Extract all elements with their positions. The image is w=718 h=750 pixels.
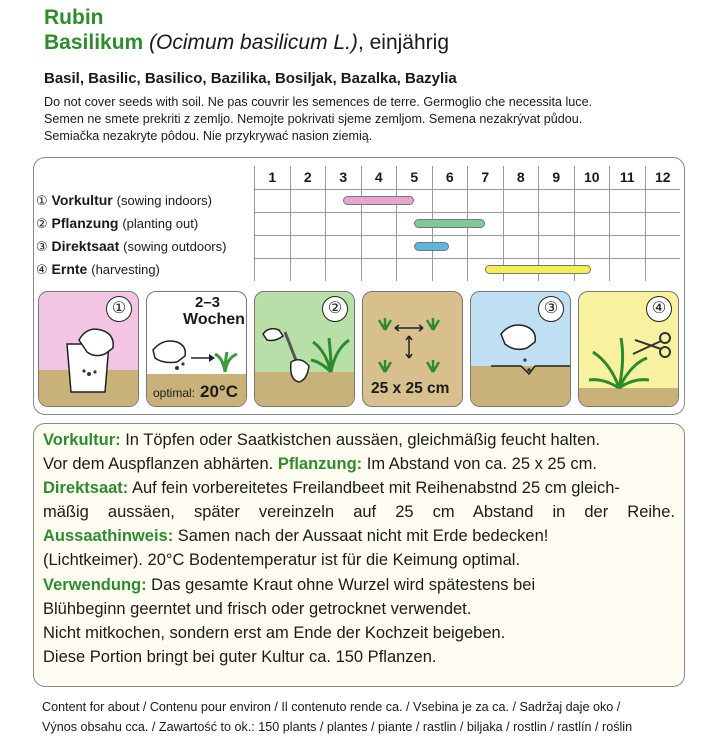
calendar-cell bbox=[361, 258, 397, 281]
calendar-cell bbox=[645, 189, 681, 212]
sowing-note-1: Do not cover seeds with soil. Ne pas couvrir les semences de terre. Germoglio che necessita luce. bbox=[44, 95, 593, 109]
calendar-cell bbox=[432, 189, 468, 212]
text-verwendung: Das gesamte Kraut ohne Wurzel wird spätestens bei bbox=[146, 575, 536, 594]
sowing-notes bbox=[44, 94, 592, 145]
calendar-cell bbox=[325, 258, 361, 281]
step-number-3: ③ bbox=[538, 296, 564, 322]
optimal-temperature: 20°C bbox=[200, 382, 238, 401]
step-number: ② bbox=[36, 217, 48, 232]
optimal-label: optimal: bbox=[153, 386, 196, 400]
calendar-cell bbox=[467, 189, 503, 212]
calendar-cell bbox=[254, 258, 290, 281]
instr-line-4: mäßig aussäen, später vereinzeln auf 25 cm Abstand in der Reihe. bbox=[43, 503, 675, 522]
month-10: 10 bbox=[574, 166, 610, 189]
calendar-cell bbox=[503, 212, 539, 235]
calendar-cell bbox=[609, 258, 645, 281]
month-3: 3 bbox=[325, 166, 361, 189]
month-1: 1 bbox=[254, 166, 290, 189]
calendar-bar-pflanzung bbox=[414, 219, 485, 228]
calendar-row-label bbox=[36, 212, 254, 235]
calendar-bar-ernte bbox=[485, 265, 592, 274]
month-2: 2 bbox=[290, 166, 326, 189]
text-aussaathinweis: Samen nach der Aussaat nicht mit Erde bedecken! bbox=[173, 527, 549, 546]
text-pflanzung: Im Abstand von ca. 25 x 25 cm. bbox=[362, 455, 597, 474]
pictogram-row bbox=[38, 291, 678, 407]
calendar-cell bbox=[609, 189, 645, 212]
calendar-row-ernte bbox=[36, 258, 681, 281]
tile-germination bbox=[146, 291, 247, 407]
calendar-bar-direktsaat bbox=[414, 242, 450, 251]
calendar-cell bbox=[467, 235, 503, 258]
calendar-row-label bbox=[36, 189, 254, 212]
month-6: 6 bbox=[432, 166, 468, 189]
tile-sowing-outdoors bbox=[470, 291, 571, 407]
activity-translation: (sowing indoors) bbox=[116, 193, 213, 208]
header bbox=[44, 6, 449, 56]
calendar-cell bbox=[574, 235, 610, 258]
plant-name: Basilikum bbox=[44, 31, 144, 54]
text-vorkultur: In Töpfen oder Saatkistchen aussäen, gleichmäßig feucht halten. bbox=[120, 431, 601, 449]
month-5: 5 bbox=[396, 166, 432, 189]
spacing-label: 25 x 25 cm bbox=[371, 380, 450, 397]
step-number: ① bbox=[36, 194, 48, 209]
calendar-cell bbox=[609, 212, 645, 235]
calendar-cell bbox=[361, 235, 397, 258]
heading-vorkultur: Vorkultur: bbox=[43, 431, 121, 449]
instructions-panel bbox=[33, 423, 685, 687]
calendar-cell bbox=[254, 235, 290, 258]
footer-line-2: Výnos obsahu cca. / Zawartość to ok.: 150 plants / plantes / piante / rastlin / biljaka / rostlin / rastlín / roślin bbox=[42, 720, 633, 734]
plant-type: , einjährig bbox=[357, 31, 449, 54]
activity-translation: (harvesting) bbox=[91, 262, 160, 277]
calendar-cell bbox=[503, 235, 539, 258]
calendar-cell bbox=[574, 212, 610, 235]
calendar-cell bbox=[290, 235, 326, 258]
instr-line-8: Blühbeginn geerntet und frisch oder getrocknet verwendet. bbox=[43, 599, 472, 618]
tile-planting-out bbox=[254, 291, 355, 407]
calendar-cell bbox=[574, 189, 610, 212]
tile-sowing-indoors bbox=[38, 291, 139, 407]
calendar-cell bbox=[254, 189, 290, 212]
heading-direktsaat: Direktsaat: bbox=[43, 479, 129, 498]
weeks-label: Wochen bbox=[183, 311, 245, 328]
month-11: 11 bbox=[609, 166, 645, 189]
calendar-cell bbox=[503, 189, 539, 212]
month-7: 7 bbox=[467, 166, 503, 189]
step-number-2: ② bbox=[322, 296, 348, 322]
activity-translation: (planting out) bbox=[122, 216, 199, 231]
step-number: ④ bbox=[36, 263, 48, 278]
text-direktsaat: Auf fein vorbereitetes Freilandbeet mit Reihenabstnd 25 cm gleich- bbox=[128, 479, 620, 498]
step-number-1: ① bbox=[106, 296, 132, 322]
step-number: ③ bbox=[36, 240, 48, 255]
instr-line-3 bbox=[43, 476, 675, 500]
instr-line-2 bbox=[43, 452, 675, 476]
tile-harvesting bbox=[578, 291, 679, 407]
instr-line-5 bbox=[43, 524, 675, 548]
activity-label: Pflanzung bbox=[51, 215, 119, 231]
calendar-cell bbox=[645, 235, 681, 258]
calendar-cell bbox=[609, 235, 645, 258]
activity-label: Ernte bbox=[51, 261, 88, 277]
instr-line-1 bbox=[43, 428, 675, 452]
calendar-cell bbox=[538, 235, 574, 258]
calendar-cell bbox=[538, 212, 574, 235]
sowing-note-3: Semiačka nezakryte pôdou. Nie przykrywać nasion ziemią. bbox=[44, 129, 373, 143]
instr-line-10: Diese Portion bringt bei guter Kultur ca. 150 Pflanzen. bbox=[43, 647, 437, 666]
weeks-number: 2–3 bbox=[195, 294, 221, 311]
calendar-row-label bbox=[36, 258, 254, 281]
calendar-cell bbox=[325, 212, 361, 235]
activity-label: Vorkultur bbox=[51, 192, 113, 208]
calendar-cell bbox=[396, 258, 432, 281]
month-8: 8 bbox=[503, 166, 539, 189]
month-12: 12 bbox=[645, 166, 681, 189]
heading-verwendung: Verwendung: bbox=[43, 575, 147, 594]
calendar-cell bbox=[432, 258, 468, 281]
calendar-cell bbox=[538, 189, 574, 212]
heading-pflanzung: Pflanzung: bbox=[277, 455, 363, 474]
calendar-cell bbox=[645, 212, 681, 235]
instr-line-7 bbox=[43, 573, 675, 597]
calendar-cell bbox=[290, 189, 326, 212]
calendar-row-pflanzung bbox=[36, 212, 681, 235]
month-4: 4 bbox=[361, 166, 397, 189]
calendar-cell bbox=[325, 235, 361, 258]
content-footer bbox=[42, 697, 632, 737]
activity-translation: (sowing outdoors) bbox=[123, 239, 227, 254]
tile-spacing bbox=[362, 291, 463, 407]
instr-line-9: Nicht mitkochen, sondern erst am Ende der Kochzeit beigeben. bbox=[43, 623, 506, 642]
calendar-row-vorkultur bbox=[36, 189, 681, 212]
calendar-cell bbox=[361, 212, 397, 235]
calendar-row-direktsaat bbox=[36, 235, 681, 258]
variety-name: Rubin bbox=[44, 6, 104, 29]
plant-title bbox=[44, 30, 449, 56]
month-9: 9 bbox=[538, 166, 574, 189]
step-number-4: ④ bbox=[646, 296, 672, 322]
heading-aussaathinweis: Aussaathinweis: bbox=[43, 527, 174, 546]
instr-line-6: (Lichtkeimer). 20°C Bodentemperatur ist für die Keimung optimal. bbox=[43, 551, 521, 570]
latin-name: (Ocimum basilicum L.) bbox=[149, 31, 358, 54]
calendar-bar-vorkultur bbox=[343, 196, 414, 205]
calendar-month-header bbox=[36, 166, 681, 189]
translated-names: Basil, Basilic, Basilico, Bazilika, Bosiljak, Bazalka, Bazylia bbox=[44, 70, 457, 87]
calendar-cell bbox=[290, 258, 326, 281]
calendar-cell bbox=[254, 212, 290, 235]
footer-line-1: Content for about / Contenu pour environ / Il contenuto rende ca. / Vsebina je za ca. / Sadržaj daje oko / bbox=[42, 700, 621, 714]
calendar-cell bbox=[645, 258, 681, 281]
calendar-row-label bbox=[36, 235, 254, 258]
calendar-cell bbox=[290, 212, 326, 235]
text-abhaerten: Vor dem Auspflanzen abhärten. bbox=[43, 455, 278, 474]
activity-label: Direktsaat bbox=[51, 238, 120, 254]
sowing-note-2: Semen ne smete prekriti z zemljo. Nemojte pokrivati sjeme zemljom. Semena nezakrývat půdou. bbox=[44, 112, 583, 126]
